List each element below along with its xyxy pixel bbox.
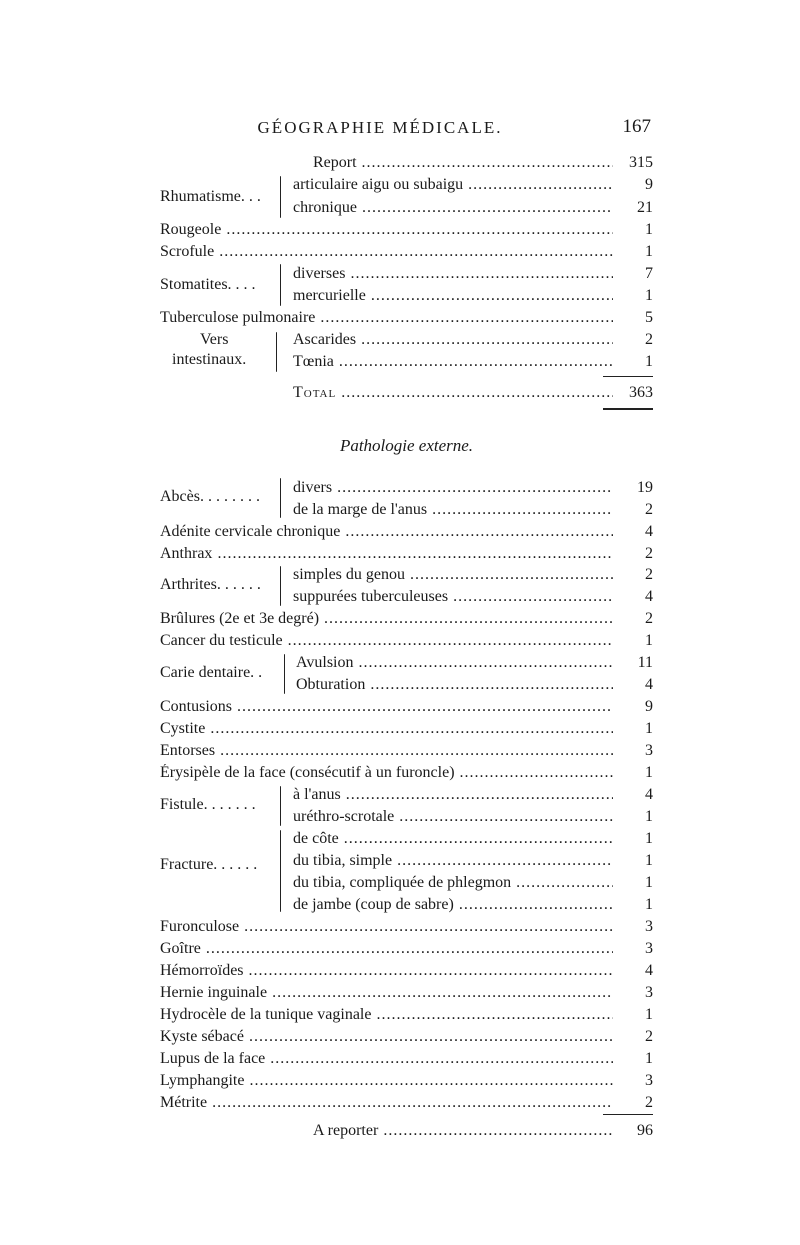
- arthrites-item-value: 2: [645, 566, 653, 583]
- row-label: Brûlures (2e et 3e degré) .....: [160, 610, 613, 628]
- row-value: 1: [645, 764, 653, 781]
- abces-item-label: de la marge de l'anus .....: [293, 501, 613, 519]
- fracture-item-label: de côte .....: [293, 830, 613, 848]
- report-label: Report .....: [313, 154, 613, 172]
- fracture-label: Fracture. . . . . .: [160, 856, 258, 873]
- table-row: [160, 521, 653, 543]
- row-value: 1: [645, 632, 653, 649]
- reporter-row: [313, 1120, 653, 1142]
- stomatites-item-row: [293, 263, 653, 285]
- fracture-item-value: 1: [645, 852, 653, 869]
- row-label: Lupus de la face .....: [160, 1050, 613, 1068]
- carie-label: Carie dentaire. .: [160, 664, 263, 681]
- table-row: [160, 916, 653, 938]
- total-label: Total .....: [293, 384, 613, 402]
- fracture-brace: [280, 830, 281, 912]
- reporter-label: A reporter .....: [313, 1122, 613, 1140]
- vers-item-label: Tœnia .....: [293, 353, 613, 371]
- vers-item-value: 2: [645, 331, 653, 348]
- table-row: [160, 960, 653, 982]
- fistule-item-row: [293, 784, 653, 806]
- row-label: Tuberculose pulmonaire .....: [160, 309, 613, 327]
- table-row: [160, 718, 653, 740]
- fracture-item-row: [293, 850, 653, 872]
- row-label: Lymphangite .....: [160, 1072, 613, 1090]
- arthrites-item-row: [293, 586, 653, 608]
- stomatites-item-row: [293, 285, 653, 307]
- row-value: 1: [645, 221, 653, 238]
- row-value: 3: [645, 742, 653, 759]
- row-label: Hydrocèle de la tunique vaginale .....: [160, 1006, 613, 1024]
- rhumatisme-item-label: chronique .....: [293, 199, 613, 217]
- fracture-item-row: [293, 894, 653, 916]
- table-row: [160, 740, 653, 762]
- fistule-item-label: à l'anus .....: [293, 786, 613, 804]
- abces-item-value: 2: [645, 501, 653, 518]
- carie-item-label: Obturation .....: [296, 676, 613, 694]
- row-value: 2: [645, 610, 653, 627]
- vers-item-label: Ascarides .....: [293, 331, 613, 349]
- table-row: [160, 1092, 653, 1114]
- fracture-item-label: du tibia, simple .....: [293, 852, 613, 870]
- table-row: [160, 696, 653, 718]
- fistule-brace: [280, 786, 281, 826]
- row-label: Rougeole .....: [160, 221, 613, 239]
- fistule-item-row: [293, 806, 653, 828]
- row-value: 1: [645, 243, 653, 260]
- row-value: 5: [645, 309, 653, 326]
- row-value: 2: [645, 1028, 653, 1045]
- fracture-item-row: [293, 872, 653, 894]
- row-label: Érysipèle de la face (consécutif à un furoncle) .....: [160, 764, 613, 782]
- row-value: 1: [645, 720, 653, 737]
- table-row: [160, 982, 653, 1004]
- table-row: [160, 1026, 653, 1048]
- arthrites-item-label: suppurées tuberculeuses .....: [293, 588, 613, 606]
- fistule-item-value: 1: [645, 808, 653, 825]
- carie-item-value: 11: [637, 654, 653, 671]
- row-value: 2: [645, 545, 653, 562]
- stomatites-item-value: 1: [645, 287, 653, 304]
- total-rule: [603, 376, 653, 377]
- fistule-label: Fistule. . . . . . .: [160, 796, 256, 813]
- row-value: 3: [645, 1072, 653, 1089]
- table-row: [160, 630, 653, 652]
- abces-item-label: divers .....: [293, 479, 613, 497]
- row-label: Furonculose .....: [160, 918, 613, 936]
- report-value: 315: [629, 154, 653, 171]
- carie-brace: [284, 654, 285, 694]
- row-label: Contusions .....: [160, 698, 613, 716]
- row-value: 3: [645, 940, 653, 957]
- row-value: 1: [645, 1050, 653, 1067]
- row-label: Entorses .....: [160, 742, 613, 760]
- rhumatisme-label: Rhumatisme. . .: [160, 188, 261, 205]
- fracture-item-value: 1: [645, 874, 653, 891]
- row-label: Kyste sébacé .....: [160, 1028, 613, 1046]
- carie-item-value: 4: [645, 676, 653, 693]
- fistule-item-value: 4: [645, 786, 653, 803]
- row-value: 9: [645, 698, 653, 715]
- table-row: [160, 219, 653, 241]
- reporter-value: 96: [637, 1122, 653, 1139]
- rhumatisme-item-row: [293, 197, 653, 219]
- arthrites-label: Arthrites. . . . . .: [160, 576, 261, 593]
- row-label: Scrofule .....: [160, 243, 613, 261]
- fracture-item-value: 1: [645, 830, 653, 847]
- row-value: 2: [645, 1094, 653, 1111]
- row-label: Hémorroïdes .....: [160, 962, 613, 980]
- total-value: 363: [629, 384, 653, 401]
- total-row: [293, 382, 653, 404]
- table-row: [160, 307, 653, 329]
- row-label: Cancer du testicule .....: [160, 632, 613, 650]
- table-row: [160, 1070, 653, 1092]
- abces-item-row: [293, 477, 653, 499]
- rhumatisme-item-value: 9: [645, 176, 653, 193]
- carie-item-row: [296, 674, 653, 696]
- stomatites-brace: [280, 264, 281, 306]
- abces-item-value: 19: [637, 479, 653, 496]
- arthrites-brace: [280, 566, 281, 606]
- stomatites-label: Stomatites. . . .: [160, 276, 256, 293]
- table-row: [160, 241, 653, 263]
- rhumatisme-item-value: 21: [637, 199, 653, 216]
- row-label: Anthrax .....: [160, 545, 613, 563]
- running-head: GÉOGRAPHIE MÉDICALE.: [257, 118, 503, 137]
- table-row: [160, 938, 653, 960]
- row-label: Cystite .....: [160, 720, 613, 738]
- arthrites-item-value: 4: [645, 588, 653, 605]
- row-label: Métrite .....: [160, 1094, 613, 1112]
- reporter-rule: [603, 1114, 653, 1115]
- rhumatisme-item-row: [293, 174, 653, 196]
- carie-item-row: [296, 652, 653, 674]
- row-label: Hernie inguinale .....: [160, 984, 613, 1002]
- arthrites-item-row: [293, 564, 653, 586]
- row-value: 1: [645, 1006, 653, 1023]
- row-value: 3: [645, 918, 653, 935]
- table-row: [160, 543, 653, 565]
- carie-item-label: Avulsion .....: [296, 654, 613, 672]
- section-heading: Pathologie externe.: [339, 436, 474, 455]
- rhumatisme-brace: [280, 176, 281, 218]
- report-row: [313, 152, 653, 174]
- rhumatisme-item-label: articulaire aigu ou subaigu .....: [293, 176, 613, 194]
- fistule-item-label: uréthro-scrotale .....: [293, 808, 613, 826]
- abces-item-row: [293, 499, 653, 521]
- arthrites-item-label: simples du genou .....: [293, 566, 613, 584]
- abces-brace: [280, 478, 281, 518]
- stomatites-item-value: 7: [645, 265, 653, 282]
- stomatites-item-label: diverses .....: [293, 265, 613, 283]
- table-row: [160, 1004, 653, 1026]
- vers-label-line2: intestinaux.: [172, 351, 247, 368]
- row-value: 3: [645, 984, 653, 1001]
- total-rule-bottom: [603, 408, 653, 410]
- table-row: [160, 608, 653, 630]
- fracture-item-label: du tibia, compliquée de phlegmon .....: [293, 874, 613, 892]
- stomatites-item-label: mercurielle .....: [293, 287, 613, 305]
- table-row: [160, 1048, 653, 1070]
- vers-item-row: [293, 351, 653, 373]
- row-value: 4: [645, 523, 653, 540]
- row-value: 4: [645, 962, 653, 979]
- row-label: Goître .....: [160, 940, 613, 958]
- fracture-item-row: [293, 828, 653, 850]
- table-row: [160, 762, 653, 784]
- vers-item-value: 1: [645, 353, 653, 370]
- fracture-item-value: 1: [645, 896, 653, 913]
- vers-label-line1: Vers: [200, 331, 229, 348]
- page-number: 167: [622, 116, 651, 137]
- abces-label: Abcès. . . . . . . .: [160, 488, 260, 505]
- vers-brace: [276, 332, 277, 372]
- row-label: Adénite cervicale chronique .....: [160, 523, 613, 541]
- vers-item-row: [293, 329, 653, 351]
- fracture-item-label: de jambe (coup de sabre) .....: [293, 896, 613, 914]
